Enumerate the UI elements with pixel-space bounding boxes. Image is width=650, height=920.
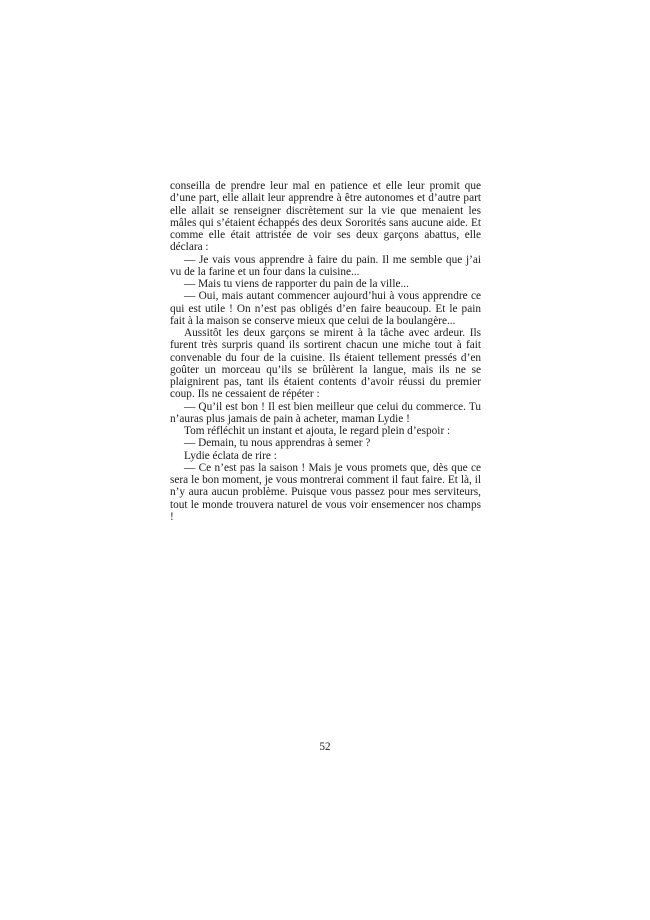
paragraph: Lydie éclata de rire : (184, 449, 277, 462)
paragraph: — Demain, tu nous apprendras à semer ? (184, 437, 371, 450)
body-text (170, 180, 481, 523)
paragraph: — Ce n’est pas la saison ! Mais je vous promets que, dès que ce sera le bon moment, je vous montrerai comment il faut faire. Et là, il n’y aura aucun problème. Puisque vous passez pour mes serviteurs, tout le monde trouvera naturel de vous voir ensemencer nos champs ! (170, 461, 481, 523)
paragraph: — Mais tu viens de rapporter du pain de la ville... (184, 278, 409, 290)
paragraph: — Oui, mais autant commencer aujourd’hui à vous apprendre ce qui est utile ! On n’est pas obligés d’en faire beaucoup. Et le pain fait à la maison se conserve mieux que celui de la boulangère... (170, 290, 481, 327)
paragraph: — Qu’il est bon ! Il est bien meilleur que celui du commerce. Tu n’auras plus jamais de pain à acheter, maman Lydie ! (170, 400, 481, 425)
paragraph: Aussitôt les deux garçons se mirent à la tâche avec ardeur. Ils furent très surpris quand ils sortirent chacun une miche tout à fait convenable du four de la cuisine. Ils étaient tellement pressés d’en goûter un morceau qu’ils se brûlèrent la langue, mais ils ne se plaignirent pas, tant ils étaient contents d’avoir réussi du premier coup. Ils ne cessaient de répéter : (170, 327, 481, 401)
paragraph: Tom réfléchit un instant et ajouta, le regard plein d’espoir : (184, 425, 451, 437)
paragraph: conseilla de prendre leur mal en patience et elle leur promit que d’une part, elle allait leur apprendre à être autonomes et d’autre part elle allait se renseigner discrètement sur la vie que menaient les mâles qui s’étaient échappés des deux Sororités sans aucune aide. Et comme elle était attristée de voir ses deux garçons abattus, elle déclara : (170, 180, 481, 254)
page-number: 52 (319, 741, 331, 753)
paragraph: — Je vais vous apprendre à faire du pain. Il me semble que j’ai vu de la farine et un four dans la cuisine... (170, 253, 481, 278)
